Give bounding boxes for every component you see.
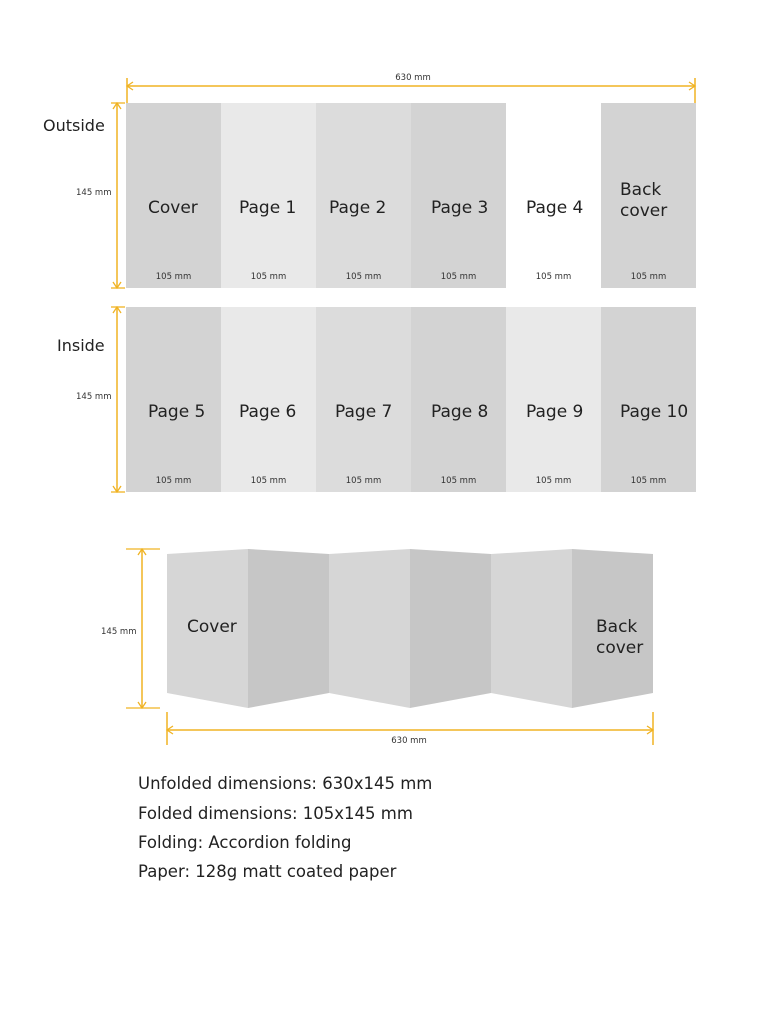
inside-panel-page-8 [411,307,506,492]
spec-folded-dimensions: Folded dimensions: 105x145 mm [138,804,413,823]
folded-cover-label: Cover [187,617,237,637]
outside-panel-page-3 [411,103,506,288]
inside-height-label: 145 mm [76,392,112,402]
outside-panel-page-2 [316,103,411,288]
panel-width-label: 105 mm [535,272,572,282]
panel-width-label: 105 mm [250,272,287,282]
outside-panel-page-4 [506,103,601,288]
panel-width-label: 105 mm [345,272,382,282]
outside-height-label: 145 mm [76,188,112,198]
panel-title: Page 9 [526,402,584,422]
inside-panel-page-6 [221,307,316,492]
outside-panel-back-cover [601,103,696,288]
outside-row-label: Outside [43,116,105,135]
panel-title: Page 7 [335,402,393,422]
folded-panel-4 [410,549,491,708]
inside-panel-page-10 [601,307,696,492]
panel-width-label: 105 mm [630,272,667,282]
outside-width-label: 630 mm [395,73,431,83]
spec-unfolded-dimensions: Unfolded dimensions: 630x145 mm [138,774,433,793]
panel-width-label: 105 mm [250,476,287,486]
folded-panel-5 [491,549,572,708]
outside-panel-page-1 [221,103,316,288]
folded-height-label: 145 mm [101,627,137,637]
inside-panel-page-7 [316,307,411,492]
inside-panel-page-5 [126,307,221,492]
panel-title: Back cover [620,180,668,221]
inside-panel-page-9 [506,307,601,492]
spec-paper: Paper: 128g matt coated paper [138,862,397,881]
panel-title: Page 10 [620,402,689,422]
folded-back-cover-label: Back cover [596,617,644,658]
folded-panel-3 [329,549,410,708]
panel-title: Page 5 [148,402,206,422]
panel-width-label: 105 mm [345,476,382,486]
panel-title: Page 1 [239,198,297,218]
panel-width-label: 105 mm [630,476,667,486]
panel-width-label: 105 mm [155,272,192,282]
panel-width-label: 105 mm [535,476,572,486]
folded-width-label: 630 mm [391,736,427,746]
panel-width-label: 105 mm [440,476,477,486]
folded-panel-2 [248,549,329,708]
panel-width-label: 105 mm [155,476,192,486]
panel-width-label: 105 mm [440,272,477,282]
inside-row-label: Inside [57,336,105,355]
spec-folding: Folding: Accordion folding [138,833,352,852]
panel-title: Page 3 [431,198,489,218]
panel-title: Page 4 [526,198,584,218]
panel-title: Cover [148,198,198,218]
panel-title: Page 6 [239,402,297,422]
outside-panel-cover [126,103,221,288]
panel-title: Page 8 [431,402,489,422]
panel-title: Page 2 [329,198,387,218]
